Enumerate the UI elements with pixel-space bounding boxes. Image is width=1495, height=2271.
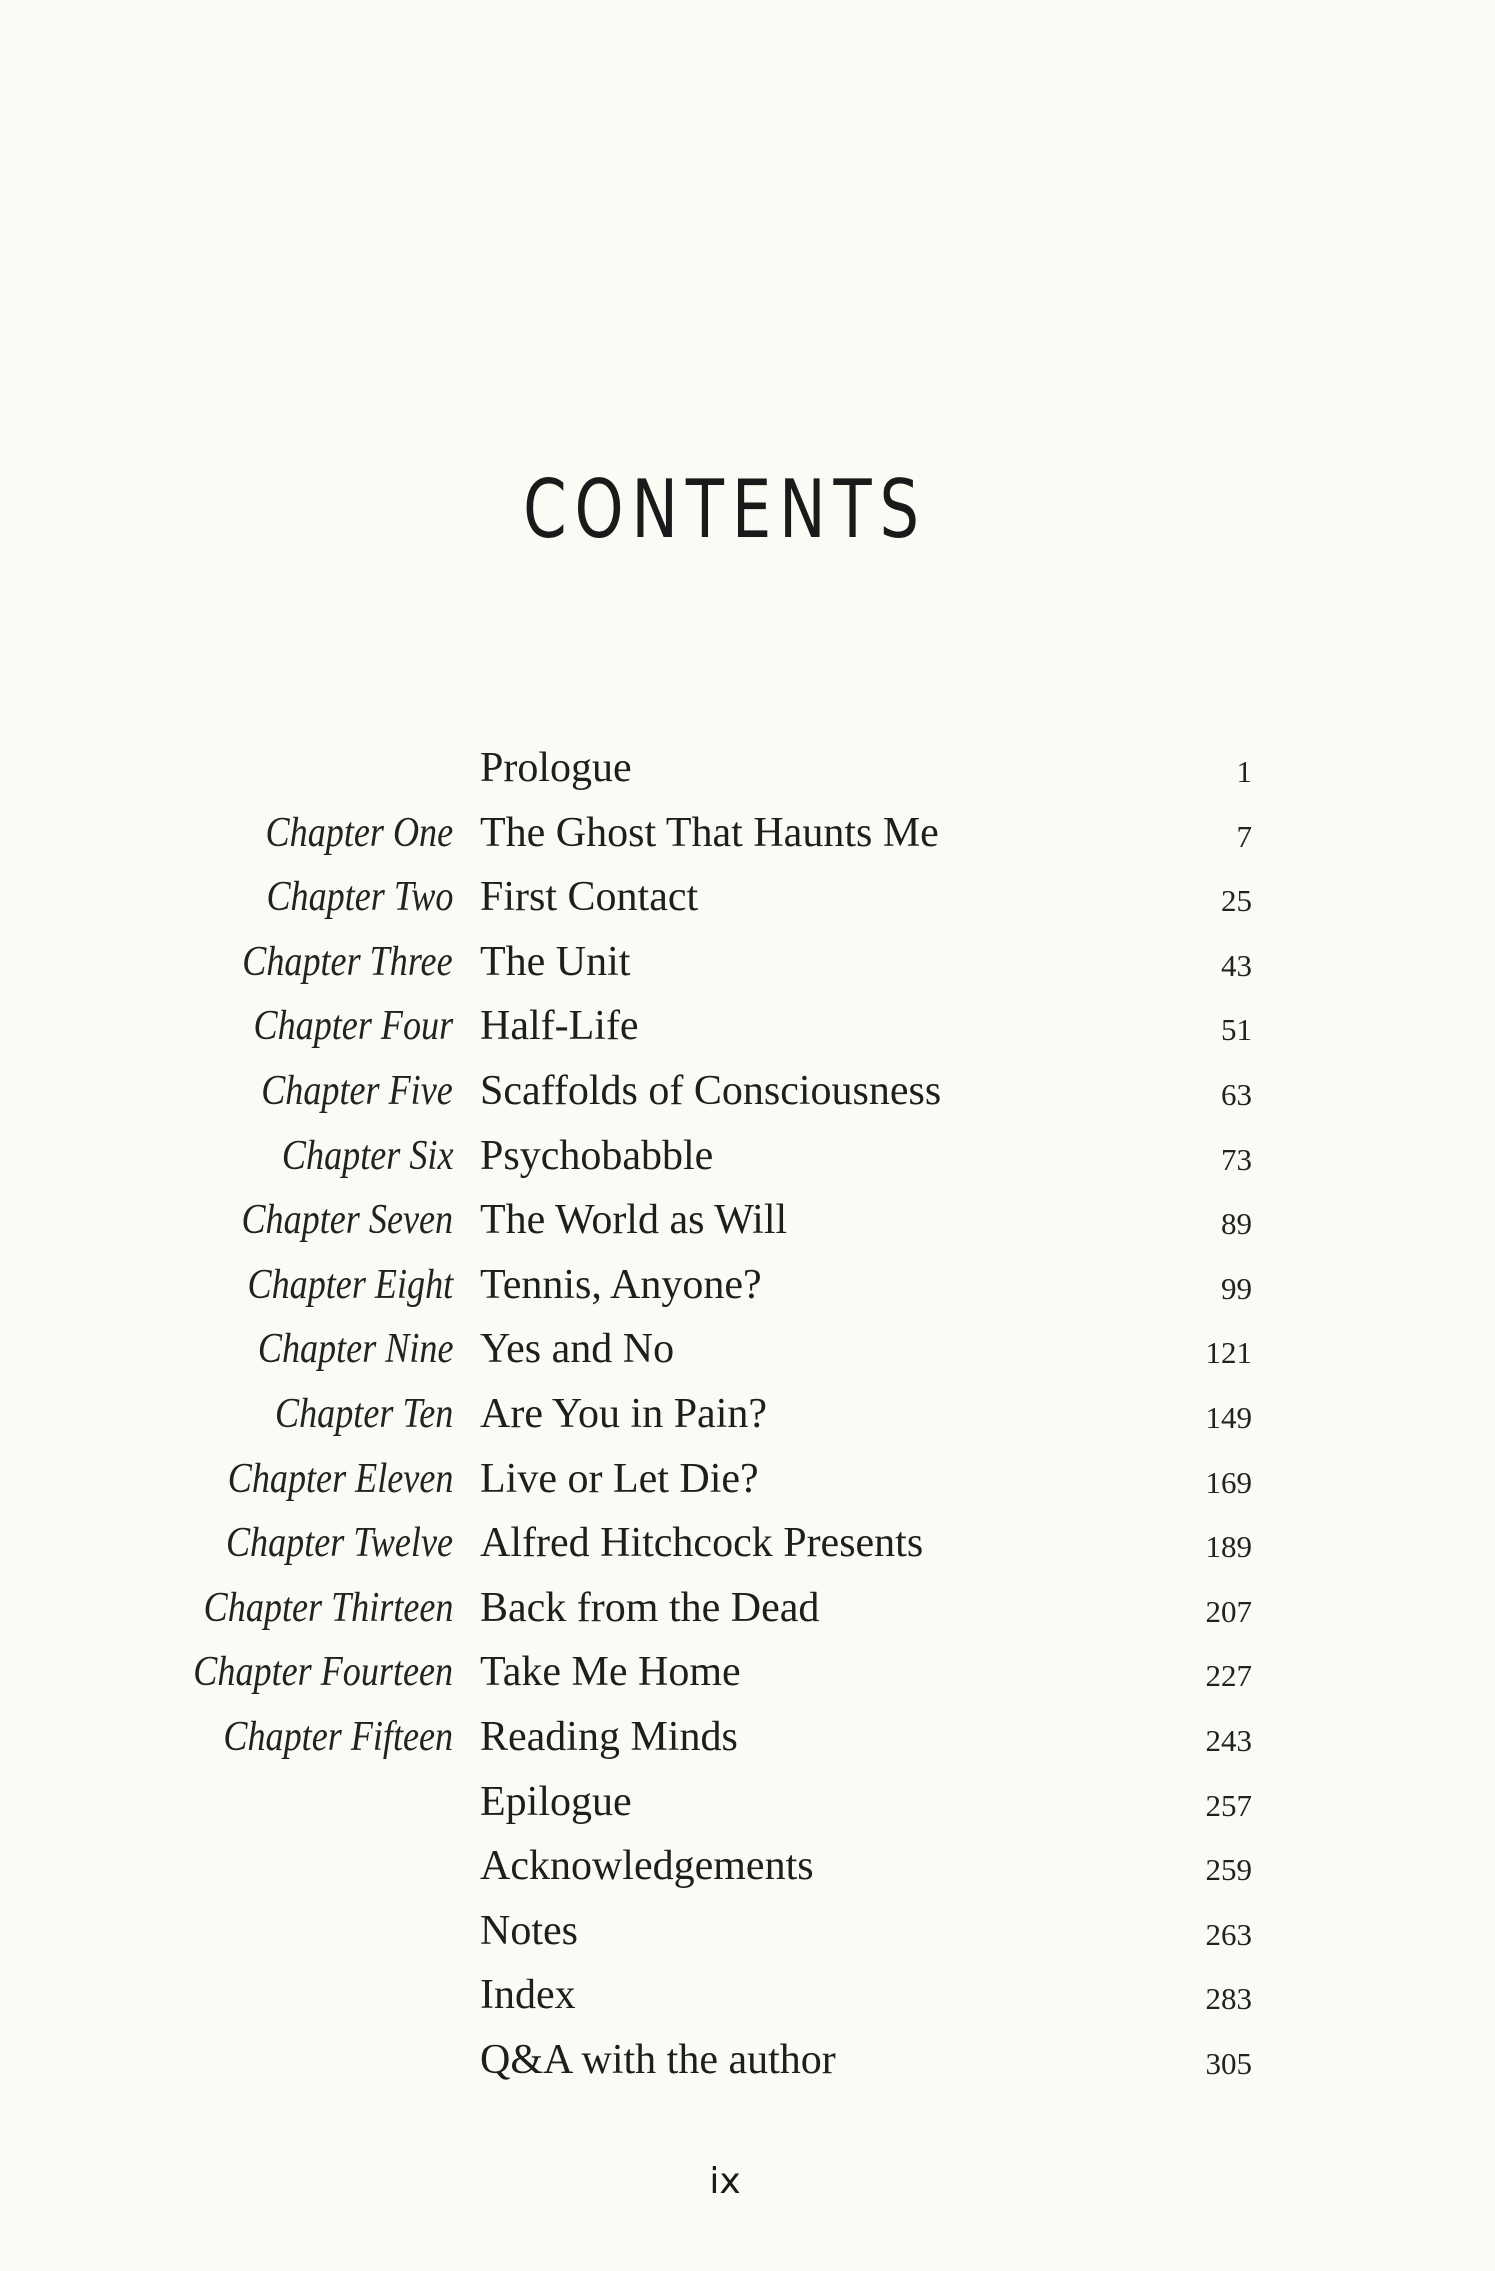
chapter-label: Chapter Four — [253, 1003, 453, 1050]
entry-page-number: 227 — [1205, 1658, 1252, 1694]
entry-page-number: 189 — [1205, 1529, 1252, 1565]
entry-page-number: 7 — [1236, 818, 1252, 854]
chapter-label: Chapter Twelve — [225, 1520, 453, 1567]
entry-title: First Contact — [480, 874, 699, 921]
entry-title: Acknowledgements — [480, 1843, 814, 1890]
toc-entry — [0, 1447, 1495, 1512]
entry-title: Take Me Home — [480, 1649, 741, 1696]
entry-title: Back from the Dead — [480, 1584, 820, 1631]
entry-page-number: 99 — [1221, 1270, 1252, 1306]
entry-page-number: 121 — [1205, 1335, 1252, 1371]
chapter-label: Chapter Eleven — [227, 1455, 453, 1502]
entry-page-number: 73 — [1221, 1141, 1252, 1177]
toc-entry — [0, 1576, 1495, 1641]
entry-title: The World as Will — [480, 1197, 788, 1244]
entry-title: Half-Life — [480, 1003, 639, 1050]
entry-title: Q&A with the author — [480, 2036, 836, 2083]
chapter-label: Chapter Eight — [247, 1261, 453, 1308]
page-title: CONTENTS — [523, 463, 927, 556]
toc-entry — [0, 1188, 1495, 1253]
entry-page-number: 305 — [1205, 2045, 1252, 2081]
entry-page-number: 243 — [1205, 1722, 1252, 1758]
toc-entry — [0, 930, 1495, 995]
toc-entry — [0, 1317, 1495, 1382]
entry-page-number: 257 — [1205, 1787, 1252, 1823]
entry-page-number: 43 — [1221, 947, 1252, 983]
entry-title: Alfred Hitchcock Presents — [480, 1520, 924, 1567]
chapter-label: Chapter Fifteen — [223, 1713, 453, 1760]
table-of-contents — [0, 736, 1495, 2092]
toc-entry — [0, 1253, 1495, 1318]
entry-page-number: 169 — [1205, 1464, 1252, 1500]
toc-entry — [0, 1963, 1495, 2028]
entry-page-number: 1 — [1236, 754, 1252, 789]
toc-entry — [0, 1059, 1495, 1124]
entry-page-number: 89 — [1221, 1206, 1252, 1242]
chapter-label: Chapter Fourteen — [193, 1649, 453, 1696]
entry-title: Psychobabble — [480, 1132, 714, 1179]
chapter-label: Chapter Five — [261, 1067, 453, 1114]
entry-title: Notes — [480, 1907, 578, 1954]
entry-title: Are You in Pain? — [480, 1390, 768, 1437]
entry-page-number: 149 — [1205, 1399, 1252, 1435]
toc-entry — [0, 736, 1495, 801]
entry-title: Yes and No — [480, 1326, 675, 1373]
chapter-label: Chapter Seven — [241, 1197, 453, 1244]
chapter-label: Chapter One — [265, 809, 453, 856]
entry-page-number: 25 — [1221, 883, 1252, 919]
entry-title: Scaffolds of Consciousness — [480, 1067, 942, 1114]
toc-entry — [0, 1640, 1495, 1705]
toc-entry — [0, 1899, 1495, 1964]
toc-entry — [0, 1382, 1495, 1447]
entry-page-number: 207 — [1205, 1593, 1252, 1629]
toc-entry — [0, 1511, 1495, 1576]
chapter-label: Chapter Thirteen — [203, 1584, 453, 1631]
entry-page-number: 259 — [1205, 1852, 1252, 1888]
chapter-label: Chapter Two — [266, 874, 453, 921]
toc-entry — [0, 1705, 1495, 1770]
toc-entry — [0, 1124, 1495, 1189]
toc-entry — [0, 801, 1495, 866]
entry-title: Prologue — [480, 745, 632, 791]
entry-page-number: 263 — [1205, 1916, 1252, 1952]
chapter-label: Chapter Three — [242, 938, 453, 985]
chapter-label: Chapter Nine — [257, 1326, 453, 1373]
entry-title: Epilogue — [480, 1778, 632, 1825]
entry-page-number: 63 — [1221, 1076, 1252, 1112]
toc-entry — [0, 865, 1495, 930]
chapter-label: Chapter Six — [281, 1132, 453, 1179]
toc-entry — [0, 2028, 1495, 2093]
toc-entry — [0, 994, 1495, 1059]
entry-title: Reading Minds — [480, 1713, 738, 1760]
entry-title: The Ghost That Haunts Me — [480, 809, 939, 856]
entry-title: The Unit — [480, 938, 631, 985]
entry-page-number: 283 — [1205, 1981, 1252, 2017]
toc-entry — [0, 1834, 1495, 1899]
entry-title: Live or Let Die? — [480, 1455, 759, 1502]
page-number: ix — [709, 2161, 741, 2202]
entry-title: Index — [480, 1972, 576, 2019]
toc-entry — [0, 1770, 1495, 1835]
entry-page-number: 51 — [1221, 1012, 1252, 1048]
entry-title: Tennis, Anyone? — [480, 1261, 762, 1308]
chapter-label: Chapter Ten — [274, 1390, 453, 1437]
